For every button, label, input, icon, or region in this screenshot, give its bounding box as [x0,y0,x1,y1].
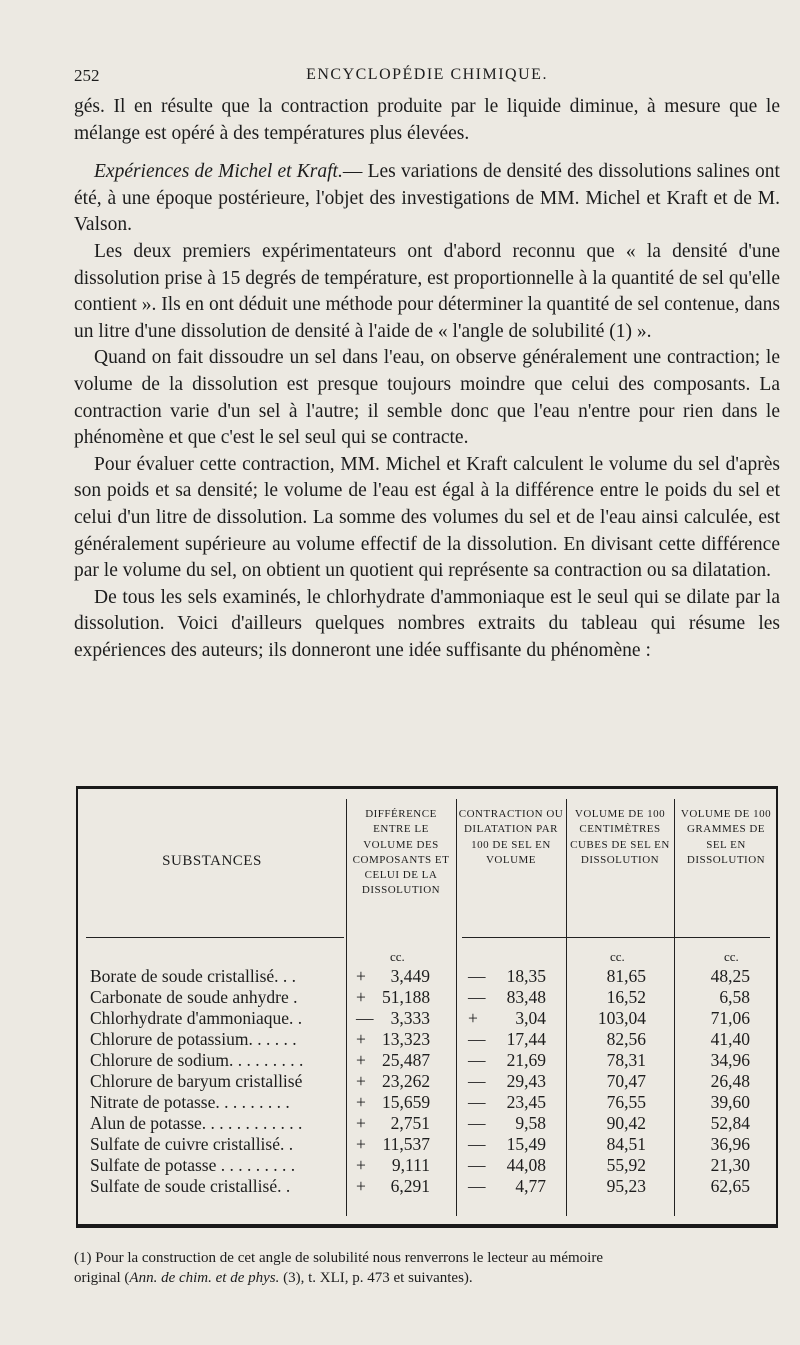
volume-cc-cell: 90,42 [606,1113,646,1133]
volume-cc-cell: 78,31 [606,1050,646,1070]
volume-grams-cell: 34,96 [710,1050,750,1070]
contraction-cell [468,1176,548,1197]
sign: + [468,1008,478,1028]
footnote-line-1: (1) Pour la construction de cet angle de solubilité nous renverrons le lecteur au mémoire [74,1250,603,1266]
value: 21,69 [506,1050,546,1070]
paragraph-5: Pour évaluer cette contraction, MM. Michel et Kraft calculent le volume du sel d'après son poids et sa densité; le volume de l'eau est égal à la différence entre le poids du sel et celui d'un litre de dissolution. La somme des volumes du sel et de l'eau ainsi calculée, est généralement supérieure au volume effectif de la dissolution. En divisant cette différence par le volume du sel, on obtient un quotient qui représente sa contraction ou sa dilatation. [74,453,780,582]
sign: — [468,1092,486,1112]
sign: + [356,987,366,1007]
header-volume-grams: VOLUME DE 100 GRAMMES DE SEL EN DISSOLUTION [680,808,772,866]
volume-grams-cell: 36,96 [710,1134,750,1154]
sign: + [356,1134,366,1154]
value: 2,751 [390,1113,430,1133]
volume-grams-cell: 26,48 [710,1071,750,1091]
contraction-cell [468,1071,548,1092]
footnote-line-2 [74,1268,786,1288]
sign: + [356,1071,366,1091]
value: 15,49 [506,1134,546,1154]
value: 9,111 [391,1155,430,1175]
header-contraction: CONTRACTION OU DILATATION PAR 100 DE SEL EN VOLUME [458,808,564,866]
value: 23,45 [506,1092,546,1112]
paragraph-3: Les deux premiers expérimentateurs ont d'abord reconnu que « la densité d'une dissolution prise à 15 degrés de température, est proportionnelle à la quantité de sel qu'elle contient ». Ils en ont déduit une méthode pour déterminer la quantité de sel contenue, dans un litre d'une dissolution de densité à l'aide de « l'angle de solubilité (1) ». [74,240,780,342]
paragraph-2 [74,159,780,239]
value: 3,449 [390,966,430,986]
section-title: Expériences de Michel et Kraft. [94,161,343,183]
substance-name: Borate de soude cristallisé. . . [90,966,297,986]
difference-cell [356,987,431,1008]
paragraph-2-text: — Les variations de densité des dissolutions salines ont été, à une époque postérieure, l'objet des investigations de MM. Michel et Kraft et de M. Valson. [74,161,780,236]
substance-name: Nitrate de potasse. . . . . . . . . [90,1092,290,1112]
sign: + [356,1113,366,1133]
table-row [78,966,776,987]
header-rule [86,937,344,938]
volume-cc-cell: 103,04 [597,1008,646,1028]
unit-label: cc. [390,949,405,964]
sign: + [356,1155,366,1175]
difference-cell [356,1092,431,1113]
table-row [78,1071,776,1092]
header-volume-cc: VOLUME DE 100 CENTIMÈTRES CUBES DE SEL EN DISSOLUTION [570,808,670,866]
unit-label: cc. [610,949,625,964]
substance-name: Chlorure de baryum cristallisé [90,1071,303,1091]
substance-name: Sulfate de soude cristallisé. . [90,1176,291,1196]
volume-grams-cell: 62,65 [710,1176,750,1196]
paragraph-4: Quand on fait dissoudre un sel dans l'eau, on observe généralement une contraction; le volume de la dissolution est presque toujours moindre que celui des composants. La contraction varie d'un sel à l'autre; il semble donc que l'eau n'entre pour rien dans le phénomène et que c'est le sel seul qui se contracte. [74,347,780,449]
contraction-cell [468,1113,548,1134]
difference-cell [356,1113,430,1134]
sign: — [468,1155,486,1175]
value: 29,43 [506,1071,546,1091]
value: 15,659 [382,1092,431,1112]
value: 17,44 [506,1029,546,1049]
header-rule [462,937,770,938]
table-row [78,1050,776,1071]
difference-cell [356,966,430,987]
running-title: ENCYCLOPÉDIE CHIMIQUE. [306,66,548,83]
substance-name: Chlorure de potassium. . . . . . [90,1029,297,1049]
table-row [78,1029,776,1050]
difference-cell [356,1050,431,1071]
value: 6,291 [390,1176,430,1196]
difference-cell [356,1134,430,1155]
substance-name: Chlorure de sodium. . . . . . . . . [90,1050,304,1070]
value: 3,333 [390,1008,430,1028]
contraction-cell [468,987,548,1008]
substance-name: Sulfate de potasse . . . . . . . . . [90,1155,296,1175]
volume-grams-cell: 52,84 [710,1113,750,1133]
value: 11,537 [382,1134,430,1154]
value: 4,77 [515,1176,546,1196]
volume-cc-cell: 16,52 [606,987,646,1007]
paragraph-6: De tous les sels examinés, le chlorhydrate d'ammoniaque est le seul qui se dilate par la dissolution. Voici d'ailleurs quelques nombres extraits du tableau qui résume les expériences des auteurs; ils donneront une idée suffisante du phénomène : [74,586,780,661]
page-header [74,66,780,90]
sign: — [356,1008,374,1028]
table-row [78,987,776,1008]
difference-cell [356,1155,430,1176]
value: 44,08 [506,1155,546,1175]
sign: — [468,1050,486,1070]
value: 9,58 [515,1113,546,1133]
difference-cell [356,1029,431,1050]
table-row [78,1113,776,1134]
unit-label: cc. [724,949,739,964]
header-difference: DIFFÉRENCE ENTRE LE VOLUME DES COMPOSANTS ET CELUI DE LA DISSOLUTION [352,808,450,897]
citation-title: Ann. de chim. et de phys. [129,1270,280,1286]
value: 51,188 [382,987,431,1007]
sign: — [468,966,486,986]
sign: — [468,1134,486,1154]
contraction-cell [468,966,548,987]
volume-cc-cell: 95,23 [606,1176,646,1196]
data-table [76,786,778,1228]
sign: — [468,1176,486,1196]
sign: + [356,1050,366,1070]
value: 18,35 [506,966,546,986]
body-text [74,94,780,664]
contraction-cell [468,1029,548,1050]
volume-cc-cell: 55,92 [606,1155,646,1175]
volume-cc-cell: 70,47 [606,1071,646,1091]
sign: + [356,966,366,986]
table-row [78,1134,776,1155]
sign: — [468,1029,486,1049]
footnote-text: (3), t. XLI, p. 473 et suivantes). [279,1270,473,1286]
footnote [74,1248,786,1288]
contraction-cell [468,1050,548,1071]
table-row [78,1092,776,1113]
volume-cc-cell: 82,56 [606,1029,646,1049]
substance-name: Alun de potasse. . . . . . . . . . . . [90,1113,303,1133]
volume-cc-cell: 76,55 [606,1092,646,1112]
contraction-cell [468,1134,548,1155]
value: 23,262 [382,1071,431,1091]
header-substances: SUBSTANCES [162,853,262,869]
contraction-cell [468,1155,548,1176]
contraction-cell [468,1092,548,1113]
footnote-text: original ( [74,1270,130,1286]
sign: + [356,1092,366,1112]
substance-name: Carbonate de soude anhydre . [90,987,298,1007]
sign: — [468,1071,486,1091]
volume-cc-cell: 84,51 [606,1134,646,1154]
volume-grams-cell: 21,30 [710,1155,750,1175]
value: 83,48 [506,987,546,1007]
substance-name: Chlorhydrate d'ammoniaque. . [90,1008,303,1028]
substance-name: Sulfate de cuivre cristallisé. . [90,1134,294,1154]
volume-grams-cell: 6,58 [719,987,750,1007]
sign: + [356,1176,366,1196]
value: 3,04 [515,1008,546,1028]
table-row [78,1176,776,1197]
volume-grams-cell: 71,06 [710,1008,750,1028]
sign: — [468,1113,486,1133]
value: 13,323 [382,1029,431,1049]
volume-cc-cell: 81,65 [606,966,646,986]
difference-cell [356,1176,430,1197]
difference-cell [356,1008,430,1029]
difference-cell [356,1071,431,1092]
table-row [78,1008,776,1029]
table-row [78,1155,776,1176]
value: 25,487 [382,1050,431,1070]
volume-grams-cell: 39,60 [710,1092,750,1112]
volume-grams-cell: 41,40 [710,1029,750,1049]
page-number: 252 [74,66,100,85]
sign: — [468,987,486,1007]
contraction-cell [468,1008,548,1029]
volume-grams-cell: 48,25 [710,966,750,986]
sign: + [356,1029,366,1049]
paragraph-1: gés. Il en résulte que la contraction produite par le liquide diminue, à mesure que le mélange est opéré à des températures plus élevées. [74,96,780,144]
table-body [78,966,776,1197]
